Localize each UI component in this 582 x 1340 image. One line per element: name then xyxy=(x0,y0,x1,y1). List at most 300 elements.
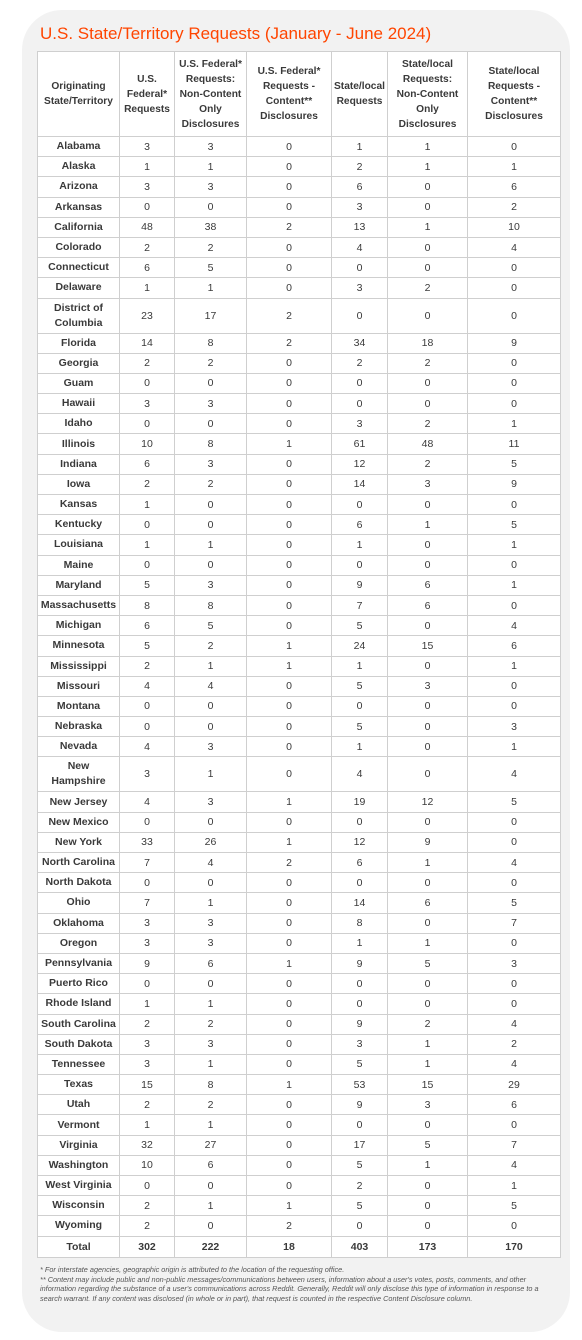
value-cell: 0 xyxy=(175,873,247,893)
state-name-cell: Kansas xyxy=(38,495,120,515)
table-row xyxy=(38,237,561,257)
value-cell: 6 xyxy=(175,1155,247,1175)
value-cell: 0 xyxy=(247,237,332,257)
value-cell: 1 xyxy=(247,953,332,973)
value-cell: 38 xyxy=(175,217,247,237)
table-row xyxy=(38,792,561,812)
value-cell: 5 xyxy=(120,575,175,595)
state-name-cell: Virginia xyxy=(38,1135,120,1155)
table-row xyxy=(38,258,561,278)
value-cell: 0 xyxy=(468,676,561,696)
value-cell: 0 xyxy=(468,696,561,716)
value-cell: 0 xyxy=(332,258,388,278)
state-name-cell: Kentucky xyxy=(38,515,120,535)
total-value-cell: 302 xyxy=(120,1236,175,1257)
value-cell: 8 xyxy=(175,434,247,454)
value-cell: 1 xyxy=(175,535,247,555)
value-cell: 1 xyxy=(388,853,468,873)
value-cell: 1 xyxy=(332,535,388,555)
table-row xyxy=(38,298,561,333)
value-cell: 6 xyxy=(332,853,388,873)
value-cell: 2 xyxy=(247,853,332,873)
value-cell: 4 xyxy=(468,237,561,257)
value-cell: 3 xyxy=(120,1054,175,1074)
value-cell: 1 xyxy=(247,636,332,656)
value-cell: 5 xyxy=(120,636,175,656)
state-requests-table xyxy=(37,51,561,1258)
value-cell: 2 xyxy=(388,454,468,474)
value-cell: 0 xyxy=(468,873,561,893)
table-row xyxy=(38,994,561,1014)
value-cell: 4 xyxy=(332,757,388,792)
value-cell: 0 xyxy=(388,394,468,414)
value-cell: 0 xyxy=(468,353,561,373)
value-cell: 2 xyxy=(120,1216,175,1236)
table-row xyxy=(38,157,561,177)
value-cell: 0 xyxy=(388,1196,468,1216)
value-cell: 1 xyxy=(120,495,175,515)
value-cell: 0 xyxy=(388,913,468,933)
value-cell: 5 xyxy=(468,1196,561,1216)
total-value-cell: 173 xyxy=(388,1236,468,1257)
value-cell: 5 xyxy=(332,1155,388,1175)
value-cell: 0 xyxy=(468,495,561,515)
value-cell: 0 xyxy=(332,974,388,994)
value-cell: 0 xyxy=(247,353,332,373)
state-name-cell: District of Columbia xyxy=(38,298,120,333)
state-name-cell: New Jersey xyxy=(38,792,120,812)
value-cell: 10 xyxy=(120,1155,175,1175)
value-cell: 7 xyxy=(120,853,175,873)
value-cell: 1 xyxy=(388,217,468,237)
value-cell: 3 xyxy=(175,913,247,933)
value-cell: 0 xyxy=(120,414,175,434)
value-cell: 1 xyxy=(332,137,388,157)
value-cell: 9 xyxy=(332,1095,388,1115)
value-cell: 1 xyxy=(120,278,175,298)
value-cell: 0 xyxy=(247,1155,332,1175)
value-cell: 0 xyxy=(332,812,388,832)
value-cell: 1 xyxy=(247,434,332,454)
value-cell: 0 xyxy=(388,258,468,278)
state-name-cell: Guam xyxy=(38,373,120,393)
table-row xyxy=(38,974,561,994)
value-cell: 0 xyxy=(388,812,468,832)
value-cell: 0 xyxy=(247,873,332,893)
state-name-cell: Louisiana xyxy=(38,535,120,555)
value-cell: 0 xyxy=(247,933,332,953)
table-row xyxy=(38,495,561,515)
header-cell: State/local Requests: Non-Content Only Disclosures xyxy=(388,52,468,137)
value-cell: 0 xyxy=(388,1176,468,1196)
value-cell: 2 xyxy=(175,1014,247,1034)
value-cell: 3 xyxy=(332,1034,388,1054)
state-name-cell: Michigan xyxy=(38,616,120,636)
value-cell: 61 xyxy=(332,434,388,454)
value-cell: 6 xyxy=(388,893,468,913)
table-row xyxy=(38,1176,561,1196)
value-cell: 4 xyxy=(120,676,175,696)
value-cell: 0 xyxy=(468,258,561,278)
value-cell: 0 xyxy=(388,495,468,515)
value-cell: 2 xyxy=(120,353,175,373)
value-cell: 3 xyxy=(468,953,561,973)
state-name-cell: Nevada xyxy=(38,737,120,757)
value-cell: 2 xyxy=(332,1176,388,1196)
total-row xyxy=(38,1236,561,1257)
value-cell: 1 xyxy=(120,994,175,1014)
value-cell: 0 xyxy=(247,258,332,278)
table-row xyxy=(38,893,561,913)
value-cell: 0 xyxy=(388,873,468,893)
table-row xyxy=(38,853,561,873)
value-cell: 12 xyxy=(332,454,388,474)
value-cell: 9 xyxy=(468,474,561,494)
value-cell: 1 xyxy=(247,1075,332,1095)
value-cell: 1 xyxy=(388,1155,468,1175)
table-row xyxy=(38,353,561,373)
table-row xyxy=(38,1135,561,1155)
value-cell: 0 xyxy=(247,373,332,393)
value-cell: 9 xyxy=(332,575,388,595)
value-cell: 0 xyxy=(247,717,332,737)
value-cell: 2 xyxy=(175,474,247,494)
state-name-cell: Wisconsin xyxy=(38,1196,120,1216)
value-cell: 1 xyxy=(388,1054,468,1074)
value-cell: 3 xyxy=(388,676,468,696)
value-cell: 0 xyxy=(247,1054,332,1074)
value-cell: 0 xyxy=(468,974,561,994)
value-cell: 1 xyxy=(175,893,247,913)
value-cell: 1 xyxy=(468,414,561,434)
table-row xyxy=(38,1054,561,1074)
value-cell: 0 xyxy=(468,394,561,414)
state-name-cell: Utah xyxy=(38,1095,120,1115)
table-row xyxy=(38,1034,561,1054)
state-name-cell: West Virginia xyxy=(38,1176,120,1196)
value-cell: 2 xyxy=(247,298,332,333)
value-cell: 3 xyxy=(468,717,561,737)
value-cell: 6 xyxy=(120,616,175,636)
value-cell: 2 xyxy=(175,1095,247,1115)
value-cell: 0 xyxy=(247,515,332,535)
value-cell: 0 xyxy=(247,278,332,298)
state-name-cell: Tennessee xyxy=(38,1054,120,1074)
value-cell: 0 xyxy=(247,812,332,832)
value-cell: 0 xyxy=(175,812,247,832)
value-cell: 34 xyxy=(332,333,388,353)
table-row xyxy=(38,535,561,555)
value-cell: 5 xyxy=(332,1196,388,1216)
value-cell: 1 xyxy=(175,1054,247,1074)
table-row xyxy=(38,913,561,933)
state-name-cell: New Hampshire xyxy=(38,757,120,792)
value-cell: 2 xyxy=(332,353,388,373)
value-cell: 0 xyxy=(175,717,247,737)
value-cell: 3 xyxy=(120,394,175,414)
value-cell: 3 xyxy=(332,278,388,298)
table-row xyxy=(38,832,561,852)
value-cell: 1 xyxy=(175,1196,247,1216)
table-row xyxy=(38,434,561,454)
value-cell: 0 xyxy=(388,616,468,636)
value-cell: 1 xyxy=(175,656,247,676)
table-row xyxy=(38,333,561,353)
value-cell: 6 xyxy=(468,177,561,197)
value-cell: 12 xyxy=(388,792,468,812)
value-cell: 2 xyxy=(120,474,175,494)
total-value-cell: 222 xyxy=(175,1236,247,1257)
state-name-cell: Illinois xyxy=(38,434,120,454)
table-row xyxy=(38,394,561,414)
state-name-cell: Minnesota xyxy=(38,636,120,656)
value-cell: 17 xyxy=(332,1135,388,1155)
table-row xyxy=(38,575,561,595)
value-cell: 7 xyxy=(120,893,175,913)
value-cell: 9 xyxy=(332,953,388,973)
footnotes xyxy=(40,1265,550,1303)
value-cell: 1 xyxy=(332,656,388,676)
value-cell: 5 xyxy=(332,676,388,696)
value-cell: 1 xyxy=(468,535,561,555)
value-cell: 3 xyxy=(175,792,247,812)
value-cell: 1 xyxy=(175,278,247,298)
table-row xyxy=(38,933,561,953)
value-cell: 5 xyxy=(175,258,247,278)
value-cell: 2 xyxy=(388,278,468,298)
value-cell: 1 xyxy=(175,757,247,792)
header-cell: U.S. Federal* Requests: Non-Content Only Disclosures xyxy=(175,52,247,137)
value-cell: 1 xyxy=(247,792,332,812)
value-cell: 8 xyxy=(175,1075,247,1095)
value-cell: 0 xyxy=(120,873,175,893)
value-cell: 0 xyxy=(247,414,332,434)
table-row xyxy=(38,217,561,237)
state-name-cell: Maine xyxy=(38,555,120,575)
value-cell: 0 xyxy=(247,1014,332,1034)
value-cell: 32 xyxy=(120,1135,175,1155)
value-cell: 0 xyxy=(247,696,332,716)
value-cell: 6 xyxy=(468,1095,561,1115)
value-cell: 0 xyxy=(468,1216,561,1236)
value-cell: 0 xyxy=(247,157,332,177)
value-cell: 33 xyxy=(120,832,175,852)
value-cell: 1 xyxy=(332,737,388,757)
state-name-cell: Arkansas xyxy=(38,197,120,217)
state-name-cell: South Dakota xyxy=(38,1034,120,1054)
value-cell: 0 xyxy=(468,832,561,852)
table-row xyxy=(38,177,561,197)
value-cell: 5 xyxy=(468,893,561,913)
value-cell: 0 xyxy=(388,656,468,676)
table-row xyxy=(38,474,561,494)
value-cell: 0 xyxy=(332,495,388,515)
value-cell: 0 xyxy=(175,696,247,716)
value-cell: 0 xyxy=(332,1216,388,1236)
value-cell: 2 xyxy=(468,197,561,217)
value-cell: 4 xyxy=(120,737,175,757)
value-cell: 3 xyxy=(175,394,247,414)
value-cell: 2 xyxy=(332,157,388,177)
value-cell: 48 xyxy=(388,434,468,454)
value-cell: 3 xyxy=(388,474,468,494)
table-row xyxy=(38,873,561,893)
header-row xyxy=(38,52,561,137)
value-cell: 0 xyxy=(388,737,468,757)
value-cell: 0 xyxy=(247,893,332,913)
value-cell: 0 xyxy=(468,373,561,393)
total-value-cell: 170 xyxy=(468,1236,561,1257)
value-cell: 3 xyxy=(120,757,175,792)
value-cell: 5 xyxy=(332,717,388,737)
value-cell: 0 xyxy=(247,676,332,696)
state-name-cell: New Mexico xyxy=(38,812,120,832)
value-cell: 0 xyxy=(247,994,332,1014)
value-cell: 0 xyxy=(332,298,388,333)
value-cell: 2 xyxy=(388,353,468,373)
footnote: ** Content may include public and non-public messages/communications between users, information about a user's votes, posts, comments, and other information regarding the substance of a user's communications across Reddit. Generally, Reddit will only disclose this type of information in response to a search warrant. If any content was disclosed (in whole or in part), that request is counted in the respective Content Disclosure column. xyxy=(40,1274,539,1303)
value-cell: 6 xyxy=(175,953,247,973)
value-cell: 6 xyxy=(120,454,175,474)
header-cell: State/local Requests - Content** Disclosures xyxy=(468,52,561,137)
value-cell: 5 xyxy=(175,616,247,636)
value-cell: 2 xyxy=(175,237,247,257)
header-cell: U.S. Federal* Requests - Content** Disclosures xyxy=(247,52,332,137)
value-cell: 6 xyxy=(120,258,175,278)
value-cell: 14 xyxy=(332,474,388,494)
table-row xyxy=(38,676,561,696)
value-cell: 2 xyxy=(175,636,247,656)
state-name-cell: Hawaii xyxy=(38,394,120,414)
value-cell: 0 xyxy=(247,1176,332,1196)
value-cell: 5 xyxy=(468,454,561,474)
value-cell: 4 xyxy=(120,792,175,812)
table-row xyxy=(38,1014,561,1034)
value-cell: 19 xyxy=(332,792,388,812)
value-cell: 0 xyxy=(468,555,561,575)
value-cell: 0 xyxy=(388,555,468,575)
state-name-cell: California xyxy=(38,217,120,237)
table-row xyxy=(38,717,561,737)
value-cell: 6 xyxy=(332,177,388,197)
value-cell: 13 xyxy=(332,217,388,237)
value-cell: 3 xyxy=(175,933,247,953)
value-cell: 4 xyxy=(332,237,388,257)
value-cell: 0 xyxy=(332,696,388,716)
value-cell: 12 xyxy=(332,832,388,852)
value-cell: 0 xyxy=(175,974,247,994)
total-value-cell: 18 xyxy=(247,1236,332,1257)
state-name-cell: Iowa xyxy=(38,474,120,494)
value-cell: 0 xyxy=(175,555,247,575)
value-cell: 10 xyxy=(468,217,561,237)
value-cell: 8 xyxy=(175,595,247,615)
value-cell: 3 xyxy=(175,177,247,197)
value-cell: 6 xyxy=(468,636,561,656)
value-cell: 0 xyxy=(175,373,247,393)
value-cell: 0 xyxy=(247,454,332,474)
value-cell: 0 xyxy=(388,1115,468,1135)
value-cell: 4 xyxy=(175,676,247,696)
state-name-cell: Maryland xyxy=(38,575,120,595)
value-cell: 0 xyxy=(120,1176,175,1196)
table-row xyxy=(38,1155,561,1175)
value-cell: 17 xyxy=(175,298,247,333)
value-cell: 0 xyxy=(120,974,175,994)
state-name-cell: Delaware xyxy=(38,278,120,298)
table-row xyxy=(38,137,561,157)
state-name-cell: Colorado xyxy=(38,237,120,257)
total-value-cell: 403 xyxy=(332,1236,388,1257)
table-body xyxy=(38,137,561,1258)
state-name-cell: Arizona xyxy=(38,177,120,197)
value-cell: 0 xyxy=(468,137,561,157)
value-cell: 6 xyxy=(332,515,388,535)
table-row xyxy=(38,757,561,792)
state-name-cell: Pennsylvania xyxy=(38,953,120,973)
table-row xyxy=(38,812,561,832)
value-cell: 3 xyxy=(175,1034,247,1054)
value-cell: 2 xyxy=(120,1196,175,1216)
state-name-cell: Washington xyxy=(38,1155,120,1175)
table-row xyxy=(38,454,561,474)
value-cell: 1 xyxy=(388,933,468,953)
value-cell: 7 xyxy=(468,1135,561,1155)
value-cell: 2 xyxy=(388,414,468,434)
table-row xyxy=(38,197,561,217)
value-cell: 27 xyxy=(175,1135,247,1155)
value-cell: 0 xyxy=(247,555,332,575)
value-cell: 53 xyxy=(332,1075,388,1095)
value-cell: 0 xyxy=(175,1176,247,1196)
value-cell: 1 xyxy=(247,832,332,852)
value-cell: 0 xyxy=(468,595,561,615)
table-row xyxy=(38,1075,561,1095)
value-cell: 0 xyxy=(247,737,332,757)
value-cell: 1 xyxy=(388,137,468,157)
value-cell: 5 xyxy=(332,616,388,636)
value-cell: 4 xyxy=(468,1054,561,1074)
value-cell: 9 xyxy=(332,1014,388,1034)
value-cell: 1 xyxy=(175,157,247,177)
value-cell: 29 xyxy=(468,1075,561,1095)
value-cell: 0 xyxy=(247,757,332,792)
value-cell: 7 xyxy=(468,913,561,933)
state-name-cell: Missouri xyxy=(38,676,120,696)
value-cell: 0 xyxy=(468,1115,561,1135)
value-cell: 2 xyxy=(175,353,247,373)
value-cell: 0 xyxy=(388,197,468,217)
value-cell: 0 xyxy=(175,515,247,535)
value-cell: 0 xyxy=(468,278,561,298)
value-cell: 0 xyxy=(247,595,332,615)
value-cell: 0 xyxy=(388,535,468,555)
value-cell: 0 xyxy=(247,137,332,157)
value-cell: 1 xyxy=(120,1115,175,1135)
state-name-cell: North Carolina xyxy=(38,853,120,873)
state-name-cell: Montana xyxy=(38,696,120,716)
value-cell: 0 xyxy=(247,575,332,595)
value-cell: 23 xyxy=(120,298,175,333)
table-row xyxy=(38,414,561,434)
value-cell: 0 xyxy=(388,757,468,792)
state-name-cell: Nebraska xyxy=(38,717,120,737)
value-cell: 0 xyxy=(120,696,175,716)
state-name-cell: South Carolina xyxy=(38,1014,120,1034)
value-cell: 4 xyxy=(468,757,561,792)
value-cell: 15 xyxy=(388,1075,468,1095)
value-cell: 5 xyxy=(388,953,468,973)
